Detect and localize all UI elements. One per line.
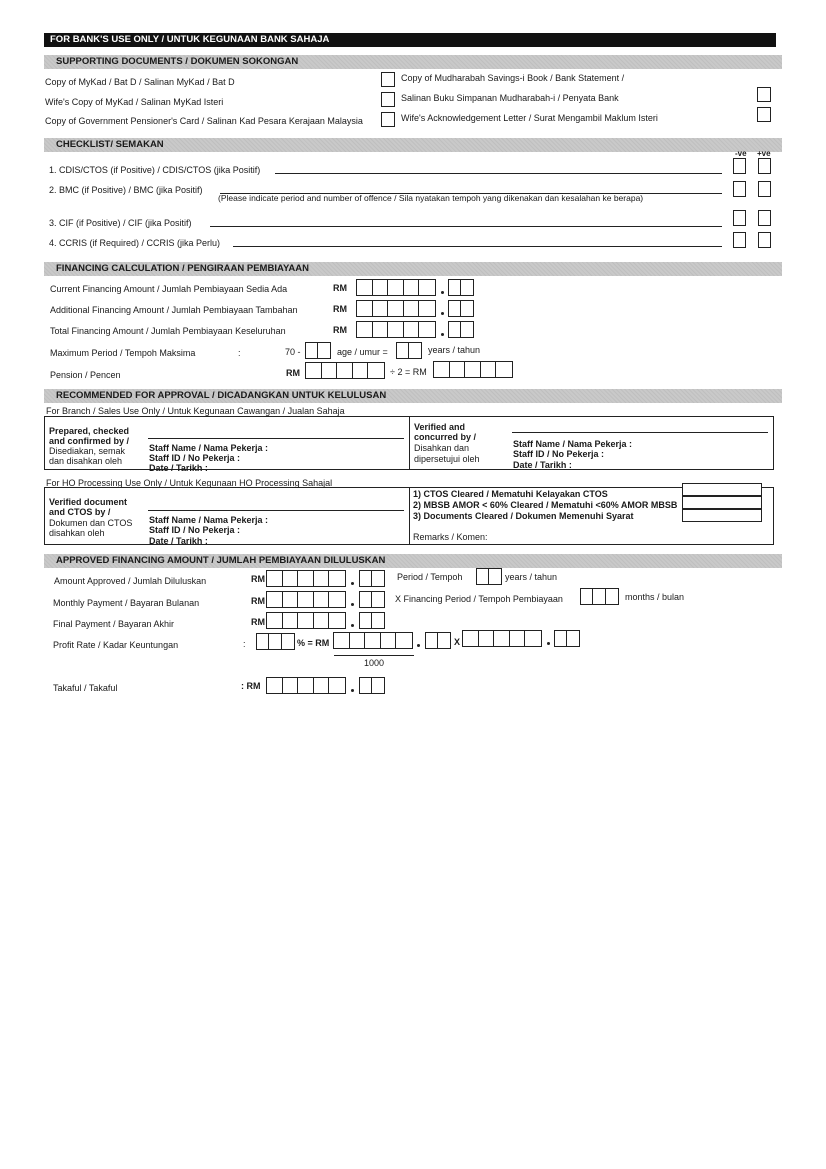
remarks-label: Remarks / Komen:	[413, 532, 488, 542]
doc-statement-checkbox[interactable]	[757, 87, 771, 102]
takaful-sen-cells[interactable]	[359, 677, 385, 694]
final-payment-rm: RM	[251, 617, 265, 627]
takaful-label: Takaful / Takaful	[53, 683, 118, 693]
positive-column-label: +ve	[757, 149, 771, 158]
monthly-payment-ringgit-cells[interactable]	[266, 591, 346, 608]
ctos-cleared-box[interactable]	[682, 483, 762, 496]
prepared-by-label-2: and confirmed by /	[49, 436, 130, 446]
fraction-denominator: 1000	[364, 658, 385, 668]
checklist-ccris-positive-box[interactable]	[758, 232, 771, 248]
verified-doc-label-4: disahkan oleh	[49, 528, 105, 538]
prepared-staff-name: Staff Name / Nama Pekerja :	[149, 443, 269, 453]
doc-wife-letter-label: Wife's Acknowledgement Letter / Surat Mengambil Maklum Isteri	[401, 113, 658, 123]
decimal-point	[441, 333, 444, 336]
approved-financing-header: APPROVED FINANCING AMOUNT / JUMLAH PEMBIAYAAN DILULUSKAN	[44, 554, 782, 568]
doc-pensioner-card-label: Copy of Government Pensioner's Card / Salinan Kad Pesara Kerajaan Malaysia	[45, 116, 363, 126]
checklist-ccris-label: 4. CCRIS (if Required) / CCRIS (jika Perlu)	[49, 238, 221, 248]
ho-signature-line[interactable]	[148, 510, 404, 511]
decimal-point	[441, 291, 444, 294]
verified-staff-name: Staff Name / Nama Pekerja :	[513, 439, 633, 449]
prepared-by-label-4: dan disahkan oleh	[49, 456, 123, 466]
profit-amount-sen-cells[interactable]	[425, 632, 451, 649]
max-period-years-label: years / tahun	[428, 345, 481, 355]
profit-multiplier-sen-cells[interactable]	[554, 630, 580, 647]
profit-multiplier-ringgit-cells[interactable]	[462, 630, 542, 647]
max-period-years-cells[interactable]	[396, 342, 422, 359]
financing-calculation-header: FINANCING CALCULATION / PENGIRAAN PEMBIAYAAN	[44, 262, 782, 276]
total-financing-label: Total Financing Amount / Jumlah Pembiayaan Keseluruhan	[50, 326, 286, 336]
age-label: age / umur =	[337, 347, 388, 357]
checklist-bmc-label: 2. BMC (if Positive) / BMC (jika Positif)	[49, 185, 203, 195]
decimal-point	[351, 624, 354, 627]
total-financing-ringgit-cells[interactable]	[356, 321, 436, 338]
pension-divide-label: ÷ 2 = RM	[390, 367, 427, 377]
current-financing-label: Current Financing Amount / Jumlah Pembiayaan Sedia Ada	[50, 284, 288, 294]
decimal-point	[547, 642, 550, 645]
branch-approval-divider	[409, 416, 410, 470]
pension-rm: RM	[286, 368, 300, 378]
pension-half-cells[interactable]	[433, 361, 513, 378]
decimal-point	[417, 644, 420, 647]
amor-cleared-box[interactable]	[682, 496, 762, 509]
doc-wife-letter-checkbox[interactable]	[757, 107, 771, 122]
maximum-period-seventy: 70 -	[285, 347, 301, 357]
ctos-cleared-label: 1) CTOS Cleared / Mematuhi Kelayakan CTOS	[413, 489, 608, 499]
doc-pensioner-card-checkbox[interactable]	[381, 112, 395, 127]
decimal-point	[351, 689, 354, 692]
pension-cells[interactable]	[305, 362, 385, 379]
final-payment-label: Final Payment / Bayaran Akhir	[53, 619, 175, 629]
period-years-cells[interactable]	[476, 568, 502, 585]
total-financing-sen-cells[interactable]	[448, 321, 474, 338]
supporting-documents-header: SUPPORTING DOCUMENTS / DOKUMEN SOKONGAN	[44, 55, 782, 69]
verified-by-signature-line[interactable]	[512, 432, 768, 433]
pension-label: Pension / Pencen	[50, 370, 121, 380]
verified-by-label-4: dipersetujui oleh	[414, 454, 480, 464]
prepared-staff-id: Staff ID / No Pekerja :	[149, 453, 241, 463]
documents-cleared-box[interactable]	[682, 509, 762, 522]
checklist-cif-line[interactable]	[210, 226, 722, 227]
fraction-line	[334, 655, 414, 656]
profit-rate-equals: % = RM	[297, 638, 330, 648]
checklist-ctos-negative-box[interactable]	[733, 158, 746, 174]
ho-approval-divider	[409, 487, 410, 545]
amount-approved-label: Amount Approved / Jumlah Diluluskan	[54, 576, 207, 586]
verified-by-label-2: concurred by /	[414, 432, 477, 442]
current-financing-ringgit-cells[interactable]	[356, 279, 436, 296]
verified-by-label-1: Verified and	[414, 422, 466, 432]
prepared-by-signature-line[interactable]	[148, 438, 404, 439]
ho-staff-id: Staff ID / No Pekerja :	[149, 525, 241, 535]
doc-statement-label-malay: Salinan Buku Simpanan Mudharabah-i / Penyata Bank	[401, 93, 619, 103]
additional-financing-sen-cells[interactable]	[448, 300, 474, 317]
monthly-payment-rm: RM	[251, 596, 265, 606]
branch-use-header: For Branch / Sales Use Only / Untuk Kegunaan Cawangan / Jualan Sahaja	[46, 406, 345, 416]
verified-staff-id: Staff ID / No Pekerja :	[513, 449, 605, 459]
ho-use-header: For HO Processing Use Only / Untuk Kegunaan HO Processing Sahajal	[46, 478, 333, 488]
verified-doc-label-1: Verified document	[49, 497, 128, 507]
current-financing-sen-cells[interactable]	[448, 279, 474, 296]
prepared-date: Date / Tarikh :	[149, 463, 208, 473]
verified-doc-label-3: Dokumen dan CTOS	[49, 518, 133, 528]
amor-cleared-label: 2) MBSB AMOR < 60% Cleared / Mematuhi <60% AMOR MBSB	[413, 500, 678, 510]
amount-approved-rm: RM	[251, 574, 265, 584]
age-cells[interactable]	[305, 342, 331, 359]
profit-amount-ringgit-cells[interactable]	[333, 632, 413, 649]
final-payment-ringgit-cells[interactable]	[266, 612, 346, 629]
maximum-period-colon: :	[238, 348, 241, 358]
multiply-sign: X	[454, 637, 461, 647]
financing-period-months-cells[interactable]	[580, 588, 619, 605]
amount-approved-sen-cells[interactable]	[359, 570, 385, 587]
checklist-header: CHECKLIST/ SEMAKAN	[44, 138, 782, 152]
prepared-by-label-1: Prepared, checked	[49, 426, 130, 436]
checklist-cif-negative-box[interactable]	[733, 210, 746, 226]
documents-cleared-label: 3) Documents Cleared / Dokumen Memenuhi Syarat	[413, 511, 634, 521]
decimal-point	[441, 312, 444, 315]
checklist-ctos-line[interactable]	[275, 173, 722, 174]
period-label: Period / Tempoh	[397, 572, 463, 582]
doc-wife-mykad-label: Wife's Copy of MyKad / Salinan MyKad Isteri	[45, 97, 224, 107]
monthly-payment-sen-cells[interactable]	[359, 591, 385, 608]
bank-use-banner: FOR BANK'S USE ONLY / UNTUK KEGUNAAN BANK SAHAJA	[44, 33, 776, 47]
takaful-ringgit-cells[interactable]	[266, 677, 346, 694]
checklist-bmc-positive-box[interactable]	[758, 181, 771, 197]
negative-column-label: -ve	[735, 149, 747, 158]
maximum-period-label: Maximum Period / Tempoh Maksima	[50, 348, 196, 358]
current-financing-rm: RM	[333, 283, 347, 293]
checklist-ccris-line[interactable]	[233, 246, 722, 247]
recommended-approval-header: RECOMMENDED FOR APPROVAL / DICADANGKAN UNTUK KELULUSAN	[44, 389, 782, 403]
additional-financing-label: Additional Financing Amount / Jumlah Pembiayaan Tambahan	[50, 305, 298, 315]
decimal-point	[351, 582, 354, 585]
financing-period-months-label: months / bulan	[625, 592, 685, 602]
total-financing-rm: RM	[333, 325, 347, 335]
verified-date: Date / Tarikh :	[513, 460, 572, 470]
checklist-bmc-note: (Please indicate period and number of offence / Sila nyatakan tempoh yang dikenakan dan kesalahan ke berapa)	[218, 193, 644, 203]
verified-doc-label-2: and CTOS by /	[49, 507, 111, 517]
ho-date: Date / Tarikh :	[149, 536, 208, 546]
checklist-ctos-label: 1. CDIS/CTOS (if Positive) / CDIS/CTOS (jika Positif)	[49, 165, 261, 175]
profit-rate-cells[interactable]	[256, 633, 295, 650]
prepared-by-label-3: Disediakan, semak	[49, 446, 126, 456]
doc-statement-label: Copy of Mudharabah Savings-i Book / Bank Statement /	[401, 73, 625, 83]
profit-rate-label: Profit Rate / Kadar Keuntungan	[53, 640, 179, 650]
financing-period-label: X Financing Period / Tempoh Pembiayaan	[395, 594, 563, 604]
doc-mykad-checkbox[interactable]	[381, 72, 395, 87]
doc-wife-mykad-checkbox[interactable]	[381, 92, 395, 107]
checklist-cif-positive-box[interactable]	[758, 210, 771, 226]
doc-mykad-label: Copy of MyKad / Bat D / Salinan MyKad / Bat D	[45, 77, 235, 87]
amount-approved-ringgit-cells[interactable]	[266, 570, 346, 587]
checklist-bmc-negative-box[interactable]	[733, 181, 746, 197]
checklist-ctos-positive-box[interactable]	[758, 158, 771, 174]
additional-financing-rm: RM	[333, 304, 347, 314]
period-years-label: years / tahun	[505, 572, 558, 582]
verified-by-label-3: Disahkan dan	[414, 443, 470, 453]
takaful-rm: : RM	[241, 681, 261, 691]
ho-staff-name: Staff Name / Nama Pekerja :	[149, 515, 269, 525]
decimal-point	[351, 603, 354, 606]
monthly-payment-label: Monthly Payment / Bayaran Bulanan	[53, 598, 200, 608]
checklist-cif-label: 3. CIF (if Positive) / CIF (jika Positif)	[49, 218, 192, 228]
additional-financing-ringgit-cells[interactable]	[356, 300, 436, 317]
checklist-ccris-negative-box[interactable]	[733, 232, 746, 248]
final-payment-sen-cells[interactable]	[359, 612, 385, 629]
profit-rate-colon: :	[243, 639, 246, 649]
